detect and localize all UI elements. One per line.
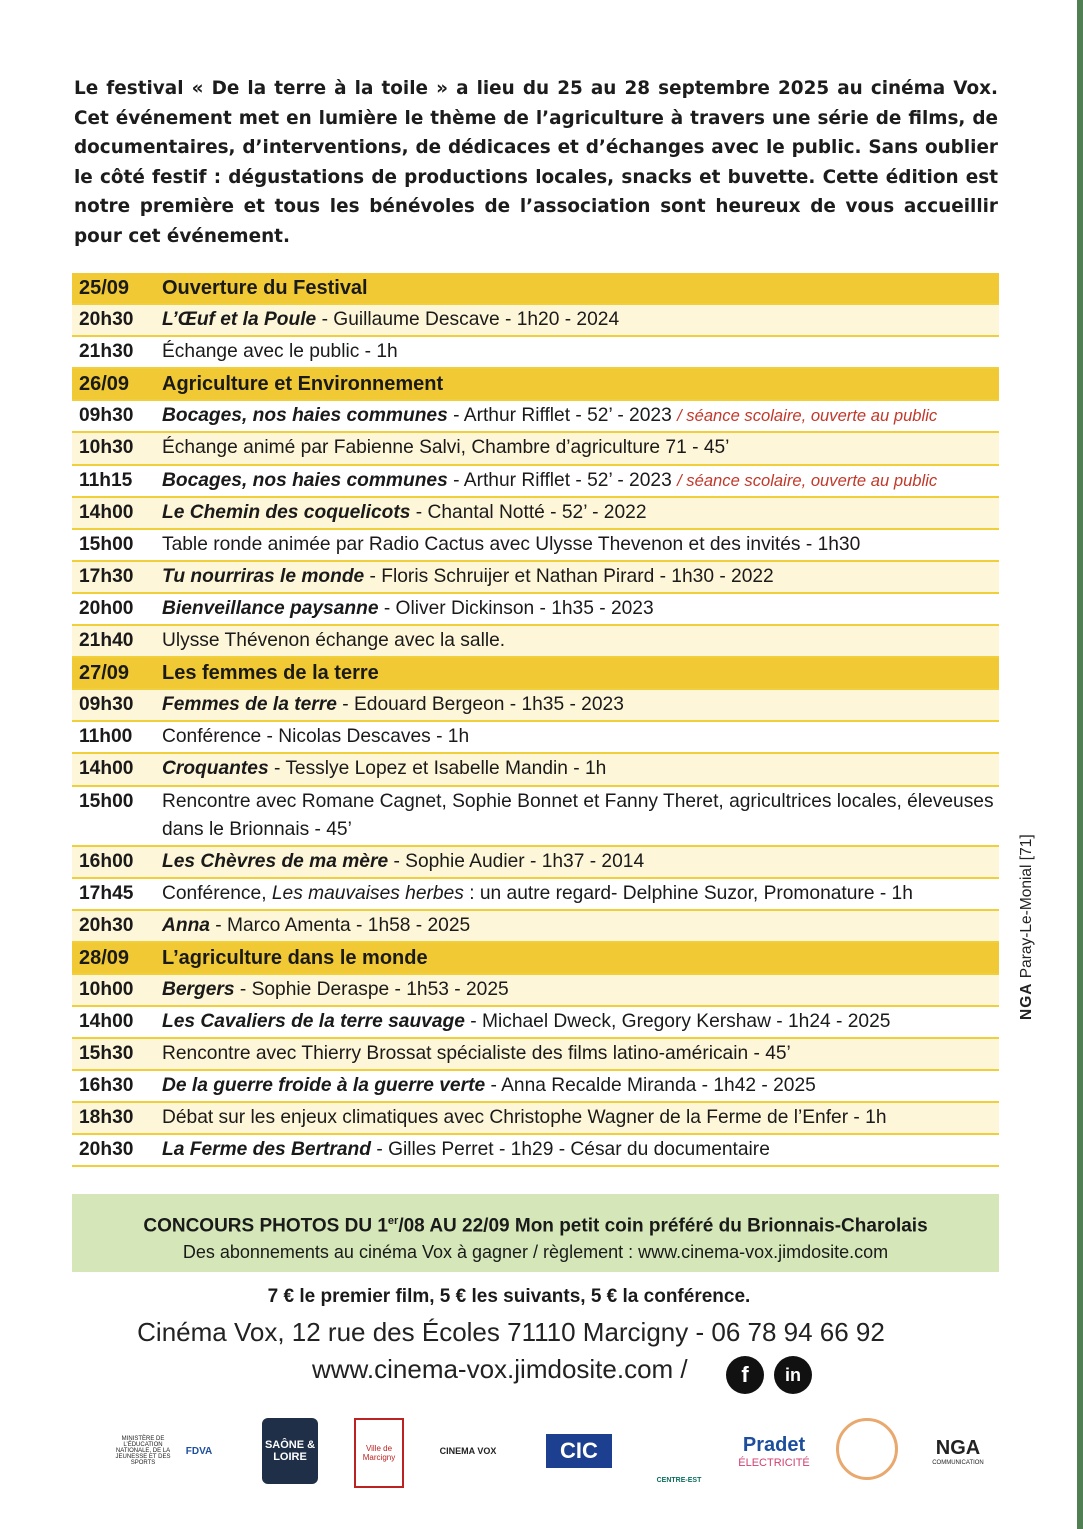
session-time: 14h00 bbox=[79, 758, 134, 780]
association-logo bbox=[836, 1418, 898, 1480]
session-description: Rencontre avec Romane Cagnet, Sophie Bonnet et Fanny Theret, agricultrices locales, éleveuses dans le Brionnais - 45’ bbox=[162, 790, 994, 840]
session-note: / séance scolaire, ouverte au public bbox=[677, 406, 938, 426]
schedule-row bbox=[72, 530, 999, 562]
schedule-row bbox=[72, 1039, 999, 1071]
session-time: 10h00 bbox=[79, 978, 134, 1000]
schedule-row bbox=[72, 879, 999, 911]
cinema-vox-logo: CINEMA VOX bbox=[439, 1446, 497, 1456]
film-title: Le Chemin des coquelicots bbox=[162, 501, 411, 523]
session-description: Échange animé par Fabienne Salvi, Chambre d’agriculture 71 - 45’ bbox=[162, 437, 730, 459]
intro-text: Le festival « De la terre à la toile » a lieu du 25 au 28 septembre 2025 au cinéma Vox. Cet événement met en lumière le thème de l’agriculture à travers une série de films, de documentaires, d’interventions, de dédicaces et d’échanges avec le public. Sans oublier le côté festif : dégustations de productions locales, snacks et buvette. Cette édition est notre première et tous les bénévoles de l’association sont heureux de vous accueillir pour cet événement. bbox=[74, 78, 998, 247]
pradet-logo: Pradet ÉLECTRICITÉ bbox=[738, 1433, 810, 1469]
day-header-row bbox=[72, 273, 999, 305]
session-description: Conférence, Les mauvaises herbes : un autre regard- Delphine Suzor, Promonature - 1h bbox=[162, 882, 913, 904]
schedule-row bbox=[72, 911, 999, 943]
session-description: Ulysse Thévenon échange avec la salle. bbox=[162, 630, 506, 652]
session-description: Rencontre avec Thierry Brossat spécialiste des films latino-américain - 45’ bbox=[162, 1043, 791, 1065]
schedule-row bbox=[72, 305, 999, 337]
schedule-row bbox=[72, 498, 999, 530]
right-edge-stripe bbox=[1077, 0, 1083, 1529]
day-date: 26/09 bbox=[79, 373, 130, 396]
session-time: 14h00 bbox=[79, 501, 134, 523]
session-time: 18h30 bbox=[79, 1107, 134, 1129]
session-time: 21h30 bbox=[79, 341, 134, 363]
session-time: 10h30 bbox=[79, 437, 134, 459]
schedule-row bbox=[72, 594, 999, 626]
film-title: Les Chèvres de ma mère bbox=[162, 850, 389, 872]
film-title: Tu nourriras le monde bbox=[162, 565, 365, 587]
schedule-row bbox=[72, 754, 999, 786]
session-time: 11h15 bbox=[79, 469, 133, 491]
film-title: L’Œuf et la Poule bbox=[162, 309, 317, 331]
session-time: 16h00 bbox=[79, 850, 134, 872]
photo-contest-banner bbox=[72, 1194, 999, 1272]
film-title: Croquantes bbox=[162, 758, 269, 780]
schedule-row bbox=[72, 1135, 999, 1167]
day-date: 25/09 bbox=[79, 277, 130, 299]
contest-title: CONCOURS PHOTOS DU 1er/08 AU 22/09 Mon petit coin préféré du Brionnais-Charolais bbox=[143, 1215, 928, 1237]
schedule-row bbox=[72, 1103, 999, 1135]
partner-logos bbox=[0, 1418, 1083, 1488]
session-description: De la guerre froide à la guerre verte - Anna Recalde Miranda - 1h42 - 2025 bbox=[162, 1075, 816, 1097]
day-header-row bbox=[72, 658, 999, 690]
schedule-row bbox=[72, 1071, 999, 1103]
intro-paragraph bbox=[74, 74, 998, 252]
session-description: Échange avec le public - 1h bbox=[162, 341, 398, 363]
schedule-row bbox=[72, 1007, 999, 1039]
film-title: Bocages, nos haies communes bbox=[162, 405, 448, 427]
session-description: Conférence - Nicolas Descaves - 1h bbox=[162, 726, 470, 748]
session-time: 21h40 bbox=[79, 630, 134, 652]
session-description: Tu nourriras le monde - Floris Schruijer et Nathan Pirard - 1h30 - 2022 bbox=[162, 565, 774, 587]
session-description: Le Chemin des coquelicots - Chantal Notté - 52’ - 2022 bbox=[162, 501, 647, 523]
session-note: / séance scolaire, ouverte au public bbox=[677, 470, 938, 490]
session-time: 20h30 bbox=[79, 914, 134, 936]
session-time: 09h30 bbox=[79, 694, 134, 716]
schedule-row bbox=[72, 626, 999, 658]
saone-loire-logo: SAÔNE & LOIRE bbox=[262, 1418, 318, 1484]
schedule-row bbox=[72, 690, 999, 722]
session-time: 20h00 bbox=[79, 597, 134, 619]
session-description: Les Cavaliers de la terre sauvage - Michael Dweck, Gregory Kershaw - 1h24 - 2025 bbox=[162, 1010, 891, 1032]
session-time: 17h30 bbox=[79, 565, 134, 587]
schedule-row bbox=[72, 401, 999, 433]
address: Cinéma Vox, 12 rue des Écoles 71110 Marcigny - 06 78 94 66 92 bbox=[137, 1317, 885, 1347]
film-title: Bienveillance paysanne bbox=[162, 597, 379, 619]
work-title: Les mauvaises herbes bbox=[271, 882, 464, 904]
prices: 7 € le premier film, 5 € les suivants, 5 € la conférence. bbox=[267, 1286, 751, 1307]
schedule-row bbox=[72, 466, 999, 498]
facebook-icon[interactable]: f bbox=[726, 1356, 764, 1394]
session-description: Les Chèvres de ma mère - Sophie Audier - 1h37 - 2014 bbox=[162, 850, 645, 872]
credit-agricole-logo: CENTRE-EST bbox=[656, 1477, 702, 1484]
session-description: Bocages, nos haies communes - Arthur Rifflet - 52’ - 2023 / séance scolaire, ouverte au public bbox=[162, 405, 938, 427]
film-title: La Ferme des Bertrand bbox=[162, 1139, 372, 1161]
fdva-logo: FDVA bbox=[185, 1445, 213, 1457]
day-title: Ouverture du Festival bbox=[162, 277, 368, 299]
schedule-table bbox=[72, 273, 999, 1167]
schedule-row bbox=[72, 975, 999, 1007]
contest-subtitle: Des abonnements au cinéma Vox à gagner / règlement : www.cinema-vox.jimdosite.com bbox=[182, 1242, 889, 1263]
film-title: Les Cavaliers de la terre sauvage bbox=[162, 1010, 465, 1032]
ministere-logo: MINISTÈRE DE L’ÉDUCATION NATIONALE, DE LA JEUNESSE ET DES SPORTS bbox=[115, 1436, 171, 1466]
cic-logo: CIC bbox=[546, 1434, 612, 1468]
film-title: Bocages, nos haies communes bbox=[162, 469, 448, 491]
session-description: La Ferme des Bertrand - Gilles Perret - 1h29 - César du documentaire bbox=[162, 1139, 770, 1161]
day-date: 28/09 bbox=[79, 946, 130, 969]
day-title: L’agriculture dans le monde bbox=[162, 946, 428, 969]
day-title: Agriculture et Environnement bbox=[162, 373, 444, 396]
session-time: 20h30 bbox=[79, 309, 134, 331]
day-header-row bbox=[72, 943, 999, 975]
session-time: 14h00 bbox=[79, 1010, 134, 1032]
session-description: Table ronde animée par Radio Cactus avec Ulysse Thevenon et des invités - 1h30 bbox=[162, 533, 861, 555]
day-header-row bbox=[72, 369, 999, 401]
schedule-row bbox=[72, 433, 999, 465]
nga-logo: NGA COMMUNICATION bbox=[932, 1436, 984, 1466]
session-time: 16h30 bbox=[79, 1075, 134, 1097]
film-title: De la guerre froide à la guerre verte bbox=[162, 1075, 486, 1097]
session-time: 15h30 bbox=[79, 1043, 134, 1065]
website-link[interactable]: www.cinema-vox.jimdosite.com / bbox=[312, 1354, 688, 1384]
session-description: Bienveillance paysanne - Oliver Dickinson - 1h35 - 2023 bbox=[162, 597, 654, 619]
film-title: Anna bbox=[162, 914, 210, 936]
session-description: Bocages, nos haies communes - Arthur Rifflet - 52’ - 2023 / séance scolaire, ouverte au public bbox=[162, 469, 938, 491]
schedule-row bbox=[72, 337, 999, 369]
schedule-row bbox=[72, 562, 999, 594]
session-time: 15h00 bbox=[79, 533, 134, 555]
film-title: Bergers bbox=[162, 978, 235, 1000]
session-description: Bergers - Sophie Deraspe - 1h53 - 2025 bbox=[162, 978, 509, 1000]
day-date: 27/09 bbox=[79, 662, 130, 685]
day-title: Les femmes de la terre bbox=[162, 662, 379, 685]
session-time: 15h00 bbox=[79, 790, 134, 812]
session-time: 09h30 bbox=[79, 405, 134, 427]
session-time: 11h00 bbox=[79, 726, 133, 748]
schedule-row bbox=[72, 722, 999, 754]
linkedin-icon[interactable]: in bbox=[774, 1356, 812, 1394]
session-description: L’Œuf et la Poule - Guillaume Descave - 1h20 - 2024 bbox=[162, 309, 620, 331]
session-time: 17h45 bbox=[79, 882, 134, 904]
film-title: Femmes de la terre bbox=[162, 694, 337, 716]
session-time: 20h30 bbox=[79, 1139, 134, 1161]
schedule-row bbox=[72, 787, 999, 847]
session-description: Femmes de la terre - Edouard Bergeon - 1h35 - 2023 bbox=[162, 694, 624, 716]
session-description: Anna - Marco Amenta - 1h58 - 2025 bbox=[162, 914, 471, 936]
side-credit: NGA Paray-Le-Monial [71] bbox=[1018, 834, 1035, 1020]
marcigny-logo: Ville de Marcigny bbox=[354, 1418, 404, 1488]
session-description: Débat sur les enjeux climatiques avec Christophe Wagner de la Ferme de l’Enfer - 1h bbox=[162, 1107, 887, 1129]
session-description: Croquantes - Tesslye Lopez et Isabelle Mandin - 1h bbox=[162, 758, 607, 780]
schedule-row bbox=[72, 847, 999, 879]
